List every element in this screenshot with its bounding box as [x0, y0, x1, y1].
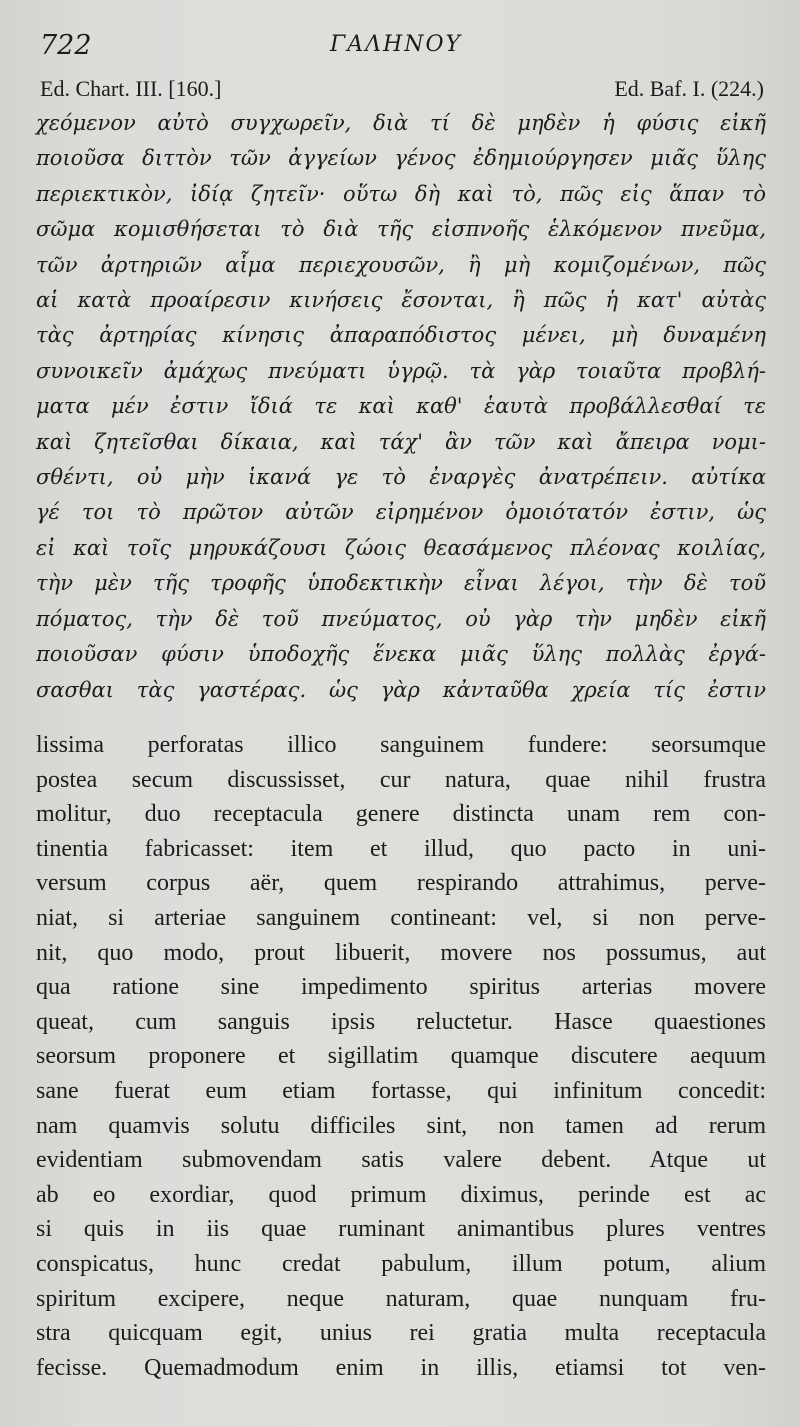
latin-line: conspicatus, hunc credat pabulum, illum potum, alium: [36, 1250, 766, 1277]
greek-line: τὴν μὲν τῆς τροφῆς ὑποδεκτικὴν εἶναι λέγοι, τὴν δὲ τοῦ: [36, 571, 766, 596]
greek-line: ποιοῦσαν φύσιν ὑποδοχῆς ἕνεκα μιᾶς ὕλης πολλὰς ἐργά-: [36, 642, 766, 667]
latin-line: seorsum proponere et sigillatim quamque discutere aequum: [36, 1043, 766, 1070]
latin-line: ab eo exordiar, quod primum diximus, perinde est ac: [36, 1181, 766, 1208]
page-number: 722: [40, 30, 92, 61]
latin-line: qua ratione sine impedimento spiritus arterias movere: [36, 974, 766, 1001]
edition-reference-right: Ed. Baf. I. (224.): [614, 76, 764, 101]
greek-line: ματα μέν ἐστιν ἴδιά τε καὶ καθ' ἑαυτὰ προβάλλεσθαί τε: [36, 394, 766, 419]
greek-line: τὰς ἀρτηρίας κίνησις ἀπαραπόδιστος μένει, μὴ δυναμένη: [36, 323, 766, 348]
latin-line: molitur, duo receptacula genere distincta unam rem con-: [36, 801, 766, 828]
latin-line: nit, quo modo, prout libuerit, movere nos possumus, aut: [36, 939, 766, 966]
latin-line: lissima perforatas illico sanguinem fundere: seorsumque: [36, 732, 766, 758]
running-title: ΓΑΛΗΝΟΥ: [330, 32, 463, 57]
latin-line: stra quicquam egit, unius rei gratia multa receptacula: [36, 1320, 766, 1347]
latin-line: spiritum excipere, neque naturam, quae nunquam fru-: [36, 1285, 766, 1312]
latin-line: si quis in iis quae ruminant animantibus plures ventres: [36, 1216, 766, 1243]
greek-line: χεόμενον αὐτὸ συγχωρεῖν, διὰ τί δὲ μηδὲν ἡ φύσις εἰκῆ: [36, 111, 766, 135]
latin-line: queat, cum sanguis ipsis reluctetur. Hasce quaestiones: [36, 1008, 766, 1035]
greek-text-block: [36, 106, 766, 708]
latin-text-block: [36, 728, 766, 1385]
latin-line: sane fuerat eum etiam fortasse, qui infinitum concedit:: [36, 1077, 766, 1104]
greek-line: πόματος, τὴν δὲ τοῦ πνεύματος, οὐ γὰρ τὴν μηδὲν εἰκῆ: [36, 606, 766, 631]
latin-line: fecisse. Quemadmodum enim in illis, etiamsi tot ven-: [36, 1354, 766, 1381]
latin-line: niat, si arteriae sanguinem contineant: vel, si non perve-: [36, 904, 766, 931]
greek-line: σῶμα κομισθήσεται τὸ διὰ τῆς εἰσπνοῆς ἑλκόμενον πνεῦμα,: [36, 217, 766, 242]
latin-line: versum corpus aër, quem respirando attrahimus, perve-: [36, 870, 766, 897]
greek-line: σασθαι τὰς γαστέρας. ὡς γὰρ κἀνταῦθα χρεία τίς ἐστιν: [36, 677, 766, 702]
greek-line: σθέντι, οὐ μὴν ἱκανά γε τὸ ἐναργὲς ἀνατρέπειν. αὐτίκα: [36, 465, 766, 490]
greek-line: γέ τοι τὸ πρῶτον αὐτῶν εἰρημένον ὁμοιότατόν ἐστιν, ὡς: [36, 500, 766, 525]
greek-line: αἱ κατὰ προαίρεσιν κινήσεις ἔσονται, ἢ πῶς ἡ κατ' αὐτὰς: [36, 288, 766, 313]
greek-line: συνοικεῖν ἀμάχως πνεύματι ὑγρῷ. τὰ γὰρ τοιαῦτα προβλή-: [36, 358, 766, 383]
latin-line: tinentia fabricasset: item et illud, quo pacto in uni-: [36, 835, 766, 862]
edition-reference-left: Ed. Chart. III. [160.]: [40, 76, 222, 101]
page-header: [0, 26, 800, 66]
latin-line: evidentiam submovendam satis valere debent. Atque ut: [36, 1147, 766, 1174]
greek-line: ποιοῦσα διττὸν τῶν ἀγγείων γένος ἐδημιούργησεν μιᾶς ὕλης: [36, 146, 766, 171]
greek-line: εἰ καὶ τοῖς μηρυκάζουσι ζώοις θεασάμενος πλέονας κοιλίας,: [36, 535, 766, 560]
latin-line: nam quamvis solutu difficiles sint, non tamen ad rerum: [36, 1112, 766, 1139]
greek-line: περιεκτικὸν, ἰδίᾳ ζητεῖν· οὕτω δὴ καὶ τὸ, πῶς εἰς ἅπαν τὸ: [36, 181, 766, 206]
latin-line: postea secum discussisset, cur natura, quae nihil frustra: [36, 766, 766, 793]
greek-line: καὶ ζητεῖσθαι δίκαια, καὶ τάχ' ἂν τῶν καὶ ἄπειρα νομι-: [36, 429, 766, 454]
greek-line: τῶν ἀρτηριῶν αἷμα περιεχουσῶν, ἢ μὴ κομιζομένων, πῶς: [36, 252, 766, 277]
